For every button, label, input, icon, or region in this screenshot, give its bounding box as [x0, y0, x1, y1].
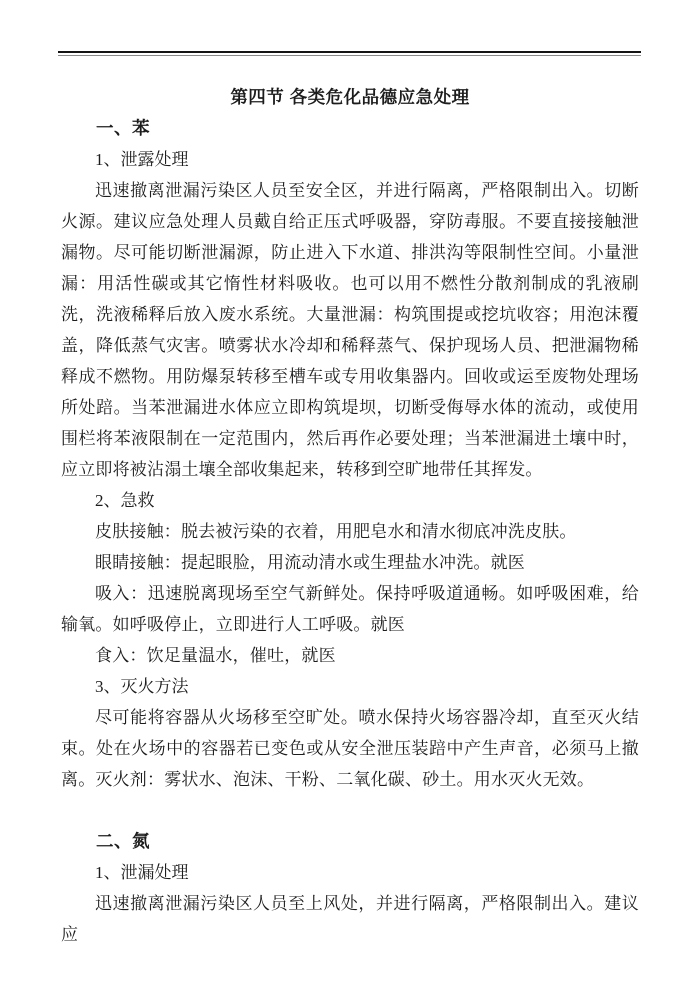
- subheading-benzene-fire-fighting: 3、灭火方法: [95, 677, 189, 696]
- section-heading-nitrogen: 二、氮: [96, 831, 150, 851]
- para-nitrogen-leak-handling: 迅速撤离泄漏污染区人员至上风处，并进行隔离，严格限制出入。建议应: [61, 894, 639, 944]
- subheading-nitrogen-leak-handling: 1、泄漏处理: [95, 863, 189, 882]
- header-rule: [58, 51, 641, 56]
- para-first-aid-ingestion: 食入：饮足量温水，催吐，就医: [95, 646, 336, 665]
- para-first-aid-eye-contact: 眼睛接触：提起眼脸，用流动清水或生理盐水冲洗。就医: [95, 553, 525, 572]
- document-content: [61, 82, 639, 950]
- page-title: 第四节 各类危化品德应急处理: [230, 87, 470, 107]
- subheading-benzene-leak-handling: 1、泄露处理: [95, 150, 189, 169]
- para-first-aid-skin-contact: 皮肤接触：脱去被污染的衣着，用肥皂水和清水彻底冲洗皮肤。: [95, 522, 577, 541]
- subheading-benzene-first-aid: 2、急救: [95, 491, 155, 510]
- para-first-aid-inhalation: 吸入：迅速脱离现场至空气新鲜处。保持呼吸道通畅。如呼吸困难，给输氧。如呼吸停止，立即进行人工呼吸。就医: [61, 584, 639, 634]
- section-heading-benzene: 一、苯: [96, 118, 150, 138]
- para-benzene-leak-handling: 迅速撤离泄漏污染区人员至安全区，并进行隔离，严格限制出入。切断火源。建议应急处理人员戴自给正压式呼吸器，穿防毒服。不要直接接触泄漏物。尽可能切断泄漏源，防止进入下水道、排洪沟等限制性空间。小量泄漏：用活性碳或其它惰性材料吸收。也可以用不燃性分散剂制成的乳液刷洗，洗液稀释后放入废水系统。大量泄漏：构筑围提或挖坑收容；用泡沫覆盖，降低蒸气灾害。喷雾状水冷却和稀释蒸气、保护现场人员、把泄漏物稀释成不燃物。用防爆泵转移至槽车或专用收集器内。回收或运至废物处理场所处踣。当苯泄漏进水体应立即构筑堤坝，切断受侮辱水体的流动，或使用围栏将苯液限制在一定范围内，然后再作必要处理；当苯泄漏进土壤中时，应立即将被沾溻土壤全部收集起来，转移到空旷地带任其挥发。: [61, 181, 639, 479]
- para-benzene-fire-fighting: 尽可能将容器从火场移至空旷处。喷水保持火场容器冷却，直至灭火结束。处在火场中的容器若已变色或从安全泄压装踣中产生声音，必须马上撤离。灭火剂：雾状水、泡沫、干粉、二氧化碳、砂土。用水灭火无效。: [61, 708, 639, 789]
- header-rule-thin-line: [58, 55, 641, 56]
